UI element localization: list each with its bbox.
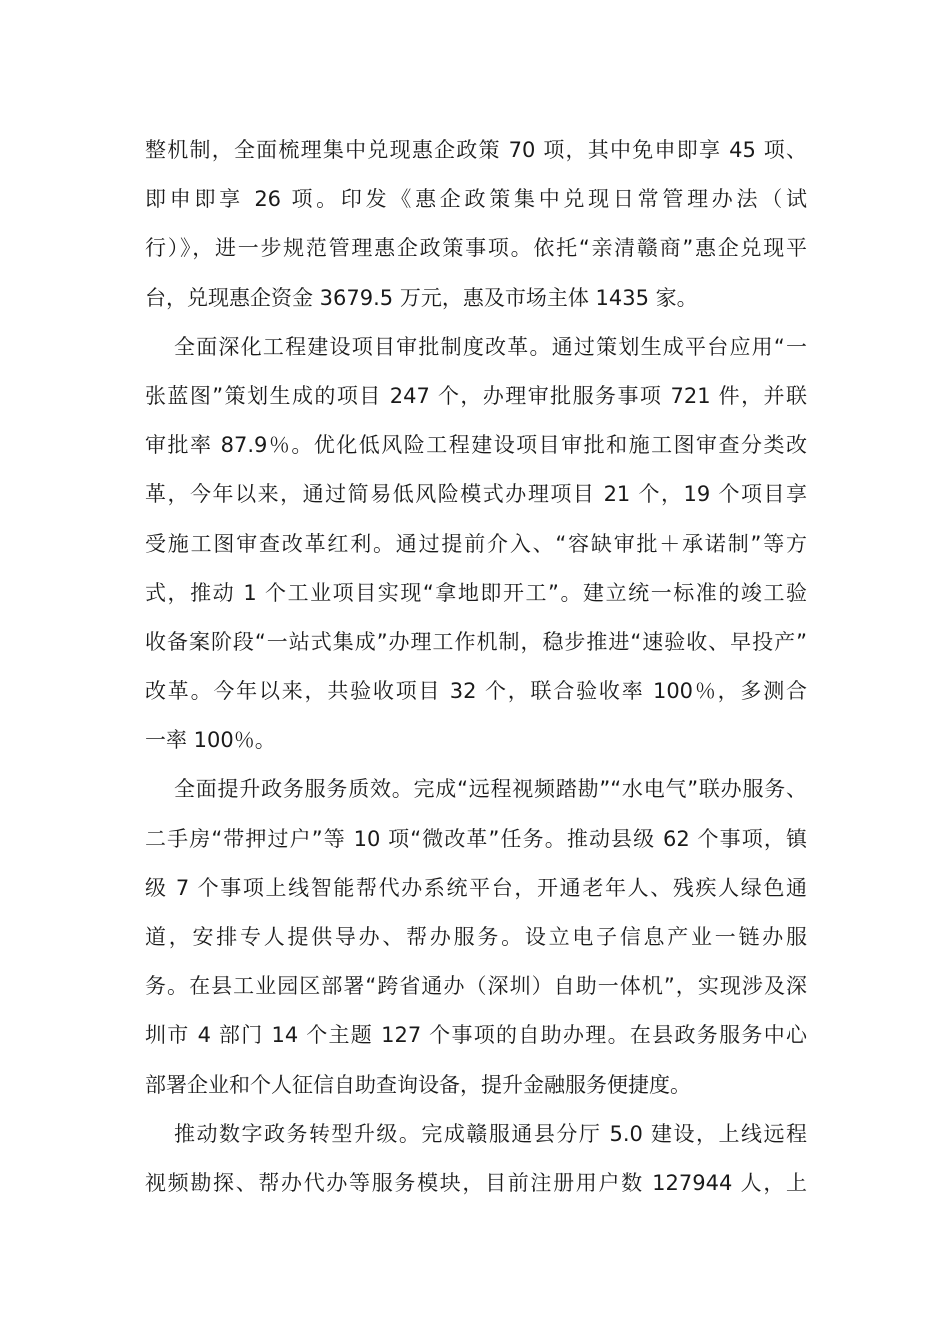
paragraph-construction-approval xyxy=(145,323,807,766)
text-line: 级 7 个事项上线智能帮代办系统平台，开通老年人、残疾人绿色通 xyxy=(145,875,807,900)
text-line: 务。在县工业园区部署“跨省通办（深圳）自助一体机”，实现涉及深 xyxy=(145,974,807,999)
text-line: 收备案阶段“一站式集成”办理工作机制，稳步推进“速验收、早投产” xyxy=(145,629,807,654)
paragraph-digital-government xyxy=(145,1110,807,1208)
text-line: 台，兑现惠企资金 3679.5 万元，惠及市场主体 1435 家。 xyxy=(145,285,698,310)
text-line: 圳市 4 部门 14 个主题 127 个事项的自助办理。在县政务服务中心 xyxy=(145,1023,807,1048)
text-line: 革，今年以来，通过简易低风险模式办理项目 21 个，19 个项目享 xyxy=(145,482,807,507)
text-line: 改革。今年以来，共验收项目 32 个，联合验收率 100％，多测合 xyxy=(145,679,807,704)
text-line: 式，推动 1 个工业项目实现“拿地即开工”。建立统一标准的竣工验 xyxy=(145,580,807,605)
paragraph-policy-cashing xyxy=(145,126,807,323)
document-body xyxy=(145,126,807,1208)
text-line: 张蓝图”策划生成的项目 247 个，办理审批服务事项 721 件，并联 xyxy=(145,383,807,408)
text-line: 推动数字政务转型升级。完成赣服通县分厅 5.0 建设，上线远程 xyxy=(174,1121,807,1146)
text-line: 行）》，进一步规范管理惠企政策事项。依托“亲清赣商”惠企兑现平 xyxy=(145,236,807,261)
text-line: 受施工图审查改革红利。通过提前介入、“容缺审批＋承诺制”等方 xyxy=(145,531,807,556)
text-line: 部署企业和个人征信自助查询设备，提升金融服务便捷度。 xyxy=(145,1072,691,1097)
text-line: 视频勘探、帮办代办等服务模块，目前注册用户数 127944 人，上 xyxy=(145,1170,807,1195)
text-line: 即申即享 26 项。印发《惠企政策集中兑现日常管理办法（试 xyxy=(145,187,807,212)
text-line: 一率 100％。 xyxy=(145,728,276,753)
text-line: 整机制，全面梳理集中兑现惠企政策 70 项，其中免申即享 45 项、 xyxy=(145,138,807,162)
text-line: 全面深化工程建设项目审批制度改革。通过策划生成平台应用“一 xyxy=(174,334,807,359)
text-line: 二手房“带押过户”等 10 项“微改革”任务。推动县级 62 个事项，镇 xyxy=(145,826,807,851)
paragraph-service-quality xyxy=(145,765,807,1109)
text-line: 全面提升政务服务质效。完成“远程视频踏勘”“水电气”联办服务、 xyxy=(174,777,807,802)
text-line: 道，安排专人提供导办、帮办服务。设立电子信息产业一链办服 xyxy=(145,925,807,949)
text-line: 审批率 87.9％。优化低风险工程建设项目审批和施工图审查分类改 xyxy=(145,433,807,458)
